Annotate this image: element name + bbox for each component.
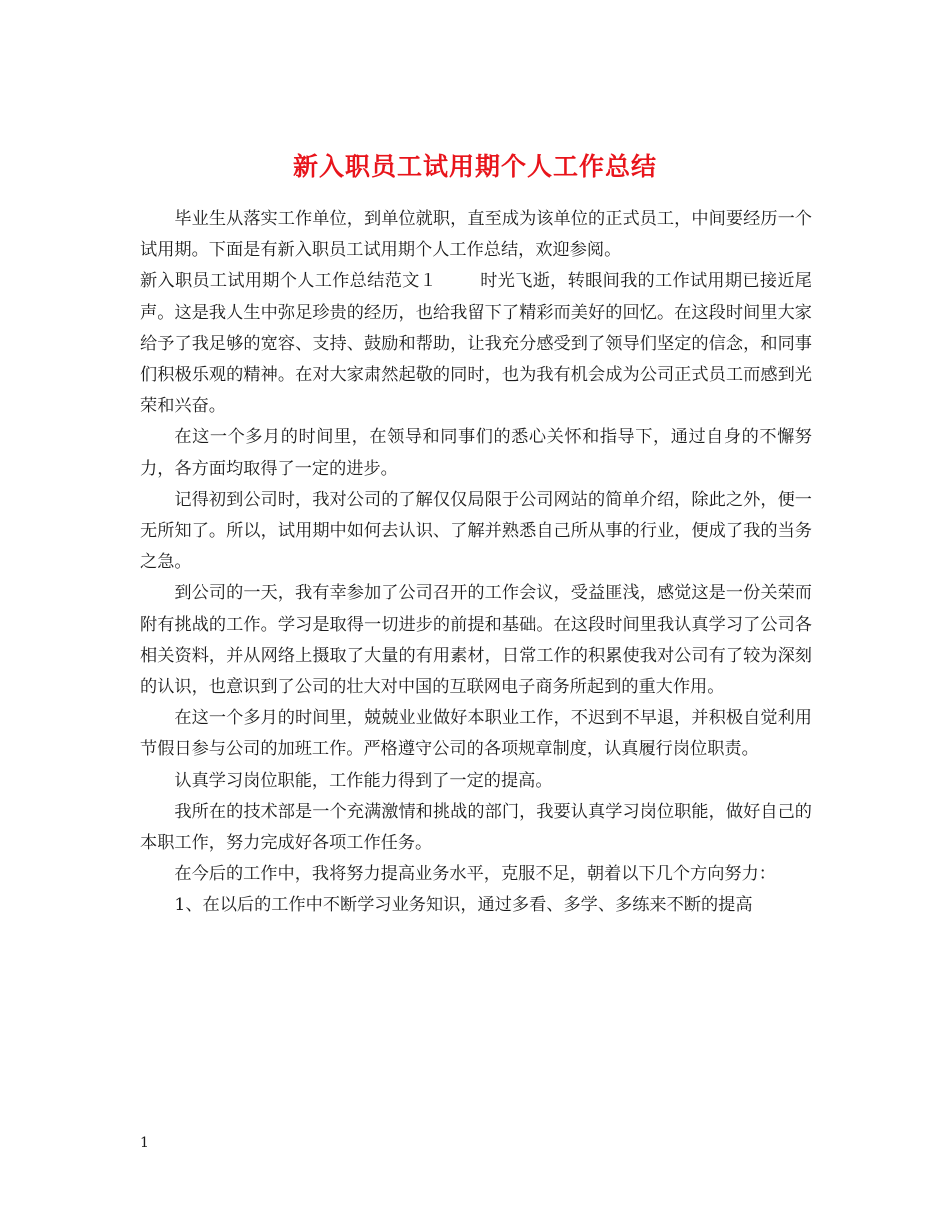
paragraph-first-days [140, 485, 812, 579]
paragraph-text: 在这一个多月的时间里，兢兢业业做好本职业工作，不迟到不早退，并积极自觉利用节假日参与公司的加班工作。严格遵守公司的各项规章制度，认真履行岗位职责。 [140, 708, 812, 760]
paragraph-sample-1 [140, 266, 812, 422]
paragraph-meeting [140, 578, 812, 703]
paragraph-department [140, 797, 812, 859]
paragraph-text: 在这一个多月的时间里，在领导和同事们的悉心关怀和指导下，通过自身的不懈努力，各方面均取得了一定的进步。 [140, 427, 812, 479]
paragraph-text: 到公司的一天，我有幸参加了公司召开的工作会议，受益匪浅，感觉这是一份关荣而附有挑战的工作。学习是取得一切进步的前提和基础。在这段时间里我认真学习了公司各相关资料，并从网络上摄取了大量的有用素材，日常工作的积累使我对公司有了较为深刻的认识，也意识到了公司的壮大对中国的互联网电子商务所起到的重大作用。 [140, 583, 812, 698]
document-title: 新入职员工试用期个人工作总结 [292, 151, 657, 181]
paragraph-progress [140, 422, 812, 484]
paragraph-text: 认真学习岗位职能，工作能力得到了一定的提高。 [174, 770, 553, 791]
paragraph-text: 我所在的技术部是一个充满激情和挑战的部门，我要认真学习岗位职能，做好自己的本职工作，努力完成好各项工作任务。 [140, 801, 812, 854]
paragraph-text: 时光飞逝，转眼间我的工作试用期已接近尾声。这是我人生中弥足珍贵的经历，也给我留下了精彩而美好的回忆。在这段时间里大家给予了我足够的宽容、支持、鼓励和帮助，让我充分感受到了领导们坚定的信念，和同事们积极乐观的精神。在对大家肃然起敬的同时，也为我有机会成为公司正式员工而感到光荣和兴奋。 [140, 271, 812, 417]
paragraph-diligence [140, 703, 812, 765]
paragraph-item-1 [140, 890, 812, 921]
paragraph-text: 1、在以后的工作中不断学习业务知识，通过多看、多学、多练来不断的提高 [174, 895, 753, 916]
paragraph-text: 记得初到公司时，我对公司的了解仅仅局限于公司网站的简单介绍，除此之外，便一无所知了。所以，试用期中如何去认识、了解并熟悉自己所从事的行业，便成了我的当务之急。 [140, 489, 812, 573]
paragraph-text: 在今后的工作中，我将努力提高业务水平，克服不足，朝着以下几个方向努力： [174, 864, 776, 885]
page-number: 1 [140, 1135, 149, 1151]
document-body [140, 204, 812, 922]
paragraph-skills [140, 766, 812, 797]
paragraph-intro [140, 204, 812, 266]
paragraph-future [140, 859, 812, 890]
sample-heading: 新入职员工试用期个人工作总结范文１ [140, 271, 438, 292]
paragraph-text: 毕业生从落实工作单位，到单位就职，直至成为该单位的正式员工，中间要经历一个试用期。下面是有新入职员工试用期个人工作总结，欢迎参阅。 [140, 209, 812, 261]
